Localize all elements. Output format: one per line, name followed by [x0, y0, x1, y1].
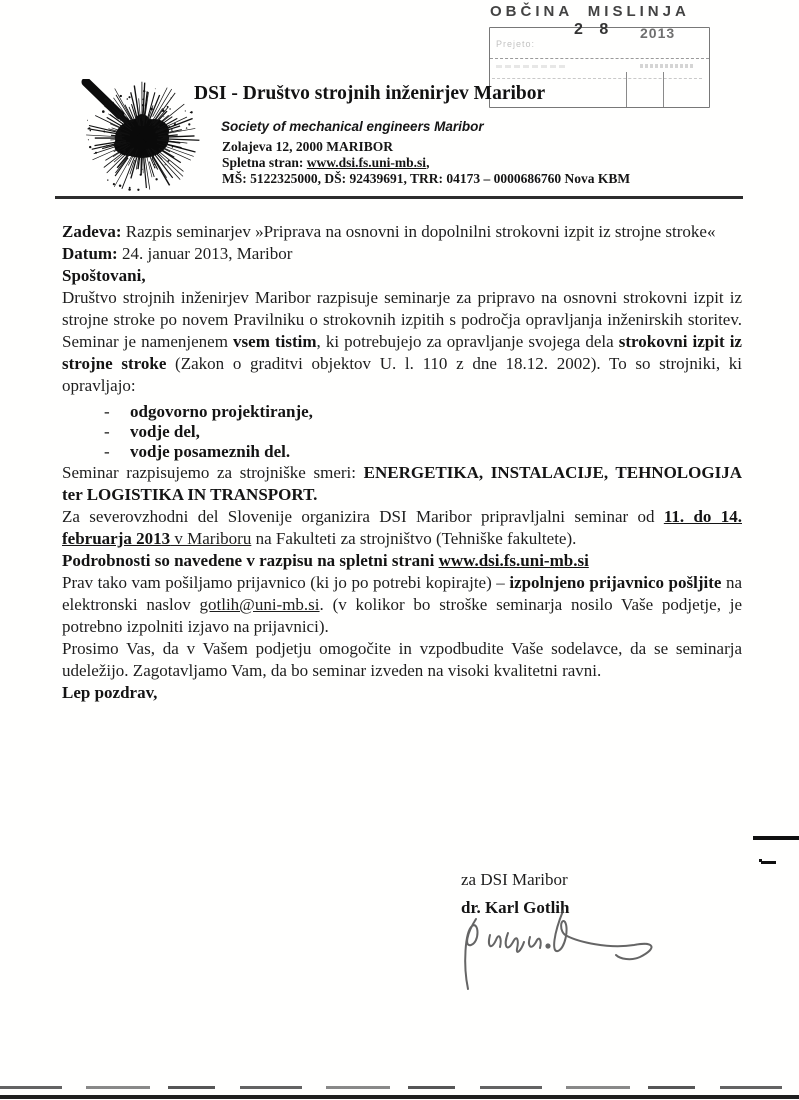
bullet-marker: -	[104, 402, 110, 421]
scan-artifact-right-line	[753, 836, 799, 840]
bullet-item	[62, 402, 742, 422]
signer-name: dr. Karl Gotlih	[461, 898, 570, 917]
paragraph-seminar-dates: Za severovzhodni del Slovenije organizira DSI Maribor pripravljalni seminar od 11. do 14. februarja 2013 v Mariboru na Fakulteti za strojništvo (Tehniške fakultete).	[62, 507, 742, 548]
bullet-item-label: odgovorno projektiranje,	[130, 402, 313, 421]
salutation: Spoštovani,	[62, 266, 146, 285]
stamp-org-name: OBČINA MISLINJA	[490, 3, 690, 20]
org-subtitle-en: Society of mechanical engineers Maribor	[221, 119, 484, 134]
bullet-marker: -	[104, 442, 110, 461]
stamp-date-day: 2 8	[574, 21, 615, 38]
stamp-divider	[492, 78, 702, 79]
date-line: Datum: 24. januar 2013, Maribor	[62, 244, 293, 263]
bullet-marker: -	[104, 422, 110, 441]
org-website: Spletna stran: www.dsi.fs.uni-mb.si,	[222, 155, 430, 170]
stamp-divider	[490, 58, 709, 59]
closing-line: Lep pozdrav,	[62, 683, 158, 702]
paragraph-invitation: Prosimo Vas, da v Vašem podjetju omogočite in vzpodbudite Vaše sodelavce, da se seminarja udeležijo. Zagotavljamo Vam, da bo seminar izveden na visoki kvalitetni ravni.	[62, 639, 742, 680]
stamp-divider	[663, 72, 664, 107]
paragraph-intro: Društvo strojnih inženirjev Maribor razpisuje seminarje za pripravo na osnovni strokovni izpit iz strojne stroke po novem Pravilniku o strokovnih izpitih s področja opravljanja inženirskih storitev. Seminar je namenjenem vsem tistim, ki potrebujejo za opravljanje svojega dela strokovni izpit iz strojne stroke (Zakon o graditvi objektov U. l. 110 z dne 18.12. 2002). To so strojniki, ki opravljajo:	[62, 288, 742, 395]
paragraph-details-link: Podrobnosti so navedene v razpisu na spletni strani www.dsi.fs.uni-mb.si	[62, 551, 589, 570]
bullet-item	[62, 422, 742, 442]
bullet-list	[62, 402, 742, 462]
bullet-item	[62, 442, 742, 462]
scan-artifact-bottom-broken-line	[0, 1086, 799, 1089]
org-address: Zolajeva 12, 2000 MARIBOR	[222, 139, 393, 154]
subject-line: Zadeva: Razpis seminarjev »Priprava na osnovni in dopolnilni strokovni izpit iz strojne stroke«	[62, 222, 716, 241]
org-title: DSI - Društvo strojnih inženirjev Maribor	[194, 83, 546, 104]
stamp-smudge	[640, 64, 695, 68]
ink-splat-logo	[80, 79, 212, 205]
stamp-date-year: 2013	[640, 25, 676, 41]
scan-artifact-right-dash	[761, 861, 776, 864]
scan-artifact-bottom-edge	[0, 1095, 799, 1099]
paragraph-application: Prav tako vam pošiljamo prijavnico (ki jo po potrebi kopirajte) – izpolnjeno prijavnico pošljite na elektronski naslov gotlih@uni-mb.si. (v kolikor bo stroške seminarja nosilo Vaše podjetje, je potrebno izpolniti izjavo na prijavnici).	[62, 573, 742, 636]
letter-body	[62, 221, 742, 704]
org-registry-numbers: MŠ: 5122325000, DŠ: 92439691, TRR: 04173 – 0000686760 Nova KBM	[222, 171, 631, 186]
paragraph-seminar-tracks: Seminar razpisujemo za strojniške smeri: ENERGETIKA, INSTALACIJE, TEHNOLOGIJA ter LOGISTIKA IN TRANSPORT.	[62, 463, 742, 504]
stamp-divider	[626, 72, 627, 107]
sign-for-line: za DSI Maribor	[461, 870, 568, 889]
stamp-smudge	[496, 65, 566, 68]
bullet-item-label: vodje posameznih del.	[130, 442, 291, 461]
handwritten-signature-icon	[448, 893, 683, 998]
header-rule	[55, 196, 743, 199]
bullet-item-label: vodje del,	[130, 422, 200, 441]
stamp-received-label: Prejeto:	[496, 39, 536, 49]
